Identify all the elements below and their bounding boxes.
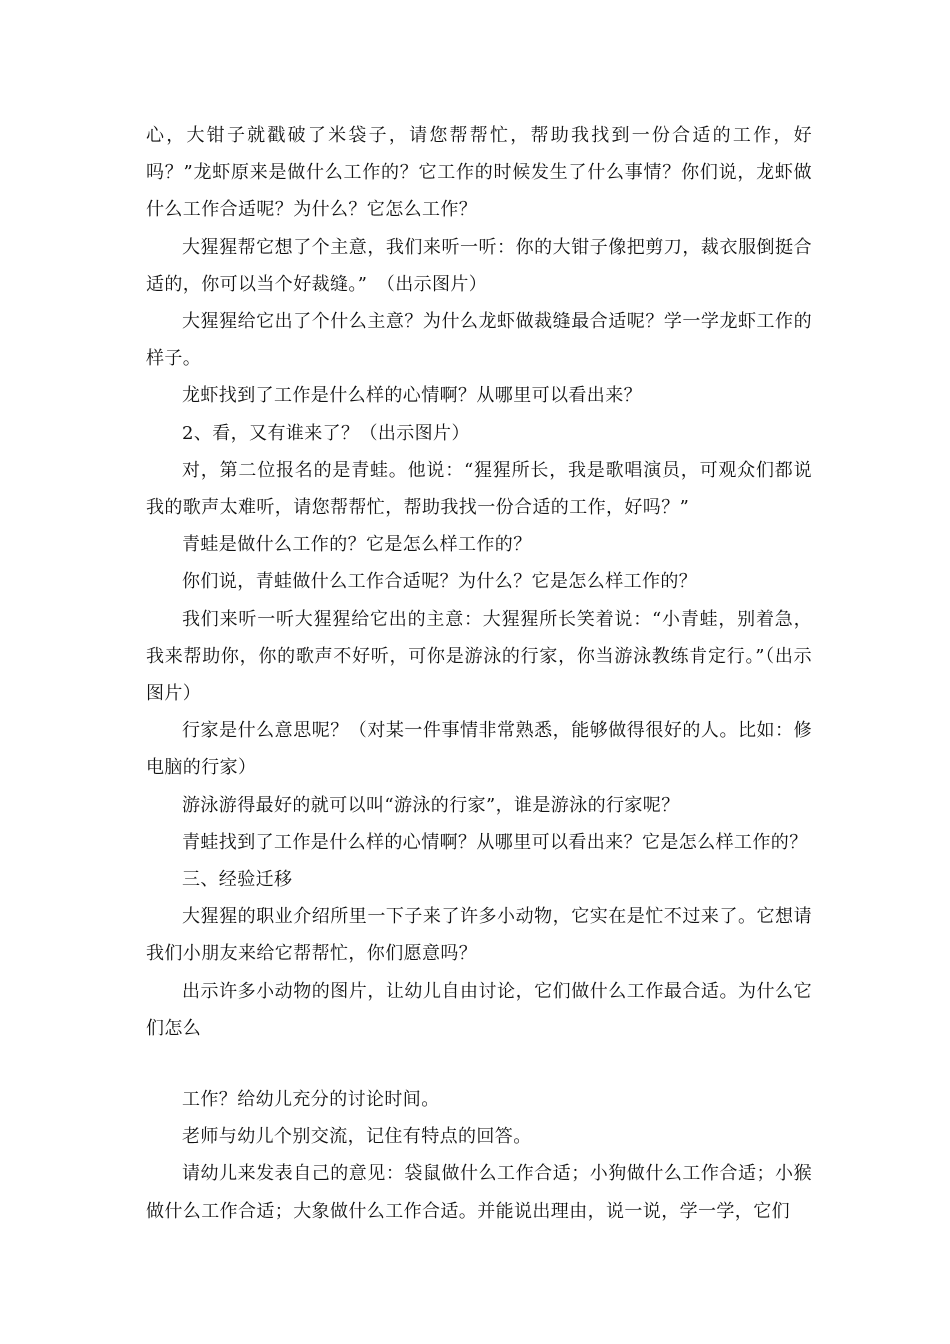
paragraph: 大猩猩帮它想了个主意，我们来听一听：你的大钳子像把剪刀，裁衣服倒挺合适的，你可以当个好裁缝。” （出示图片） [146,236,812,295]
paragraph: 心，大钳子就戳破了米袋子，请您帮帮忙，帮助我找到一份合适的工作，好吗？”龙虾原来是做什么工作的？它工作的时候发生了什么事情？你们说，龙虾做什么工作合适呢？为什么？它怎么工作？ [146,125,812,221]
paragraph: 龙虾找到了工作是什么样的心情啊？从哪里可以看出来？ [182,385,642,407]
paragraph: 2、看，又有谁来了？（出示图片） [182,422,470,444]
paragraph: 请幼儿来发表自己的意见：袋鼠做什么工作合适；小狗做什么工作合适；小猴做什么工作合适；大象做什么工作合适。并能说出理由，说一说，学一学，它们 [146,1163,812,1222]
text-block-lower [146,1081,812,1230]
text-block-upper [146,117,812,1047]
paragraph: 出示许多小动物的图片，让幼儿自由讨论，它们做什么工作最合适。为什么它们怎么 [146,980,812,1039]
section-heading: 三、经验迁移 [182,869,293,891]
paragraph: 工作？给幼儿充分的讨论时间。 [182,1089,440,1110]
paragraph: 对，第二位报名的是青蛙。他说：“猩猩所长，我是歌唱演员，可观众们都说我的歌声太难听，请您帮帮忙，帮助我找一份合适的工作，好吗？” [146,459,812,519]
paragraph: 你们说，青蛙做什么工作合适呢？为什么？它是怎么样工作的？ [182,571,698,593]
paragraph: 青蛙找到了工作是什么样的心情啊？从哪里可以看出来？它是怎么样工作的？ [182,831,808,853]
paragraph: 我们来听一听大猩猩给它出的主意：大猩猩所长笑着说：“小青蛙，别着急，我来帮助你，你的歌声不好听，可你是游泳的行家，你当游泳教练肯定行。”（出示图片） [146,608,812,705]
paragraph: 大猩猩给它出了个什么主意？为什么龙虾做裁缝最合适呢？学一学龙虾工作的样子。 [146,311,812,370]
paragraph: 青蛙是做什么工作的？它是怎么样工作的？ [182,534,532,556]
paragraph: 老师与幼儿个别交流，记住有特点的回答。 [182,1126,532,1148]
paragraph: 大猩猩的职业介绍所里一下子来了许多小动物，它实在是忙不过来了。它想请我们小朋友来给它帮帮忙，你们愿意吗？ [146,906,812,965]
paragraph: 游泳游得最好的就可以叫“游泳的行家”，谁是游泳的行家呢？ [182,794,680,816]
paragraph: 行家是什么意思呢？（对某一件事情非常熟悉，能够做得很好的人。比如：修电脑的行家） [146,720,812,779]
